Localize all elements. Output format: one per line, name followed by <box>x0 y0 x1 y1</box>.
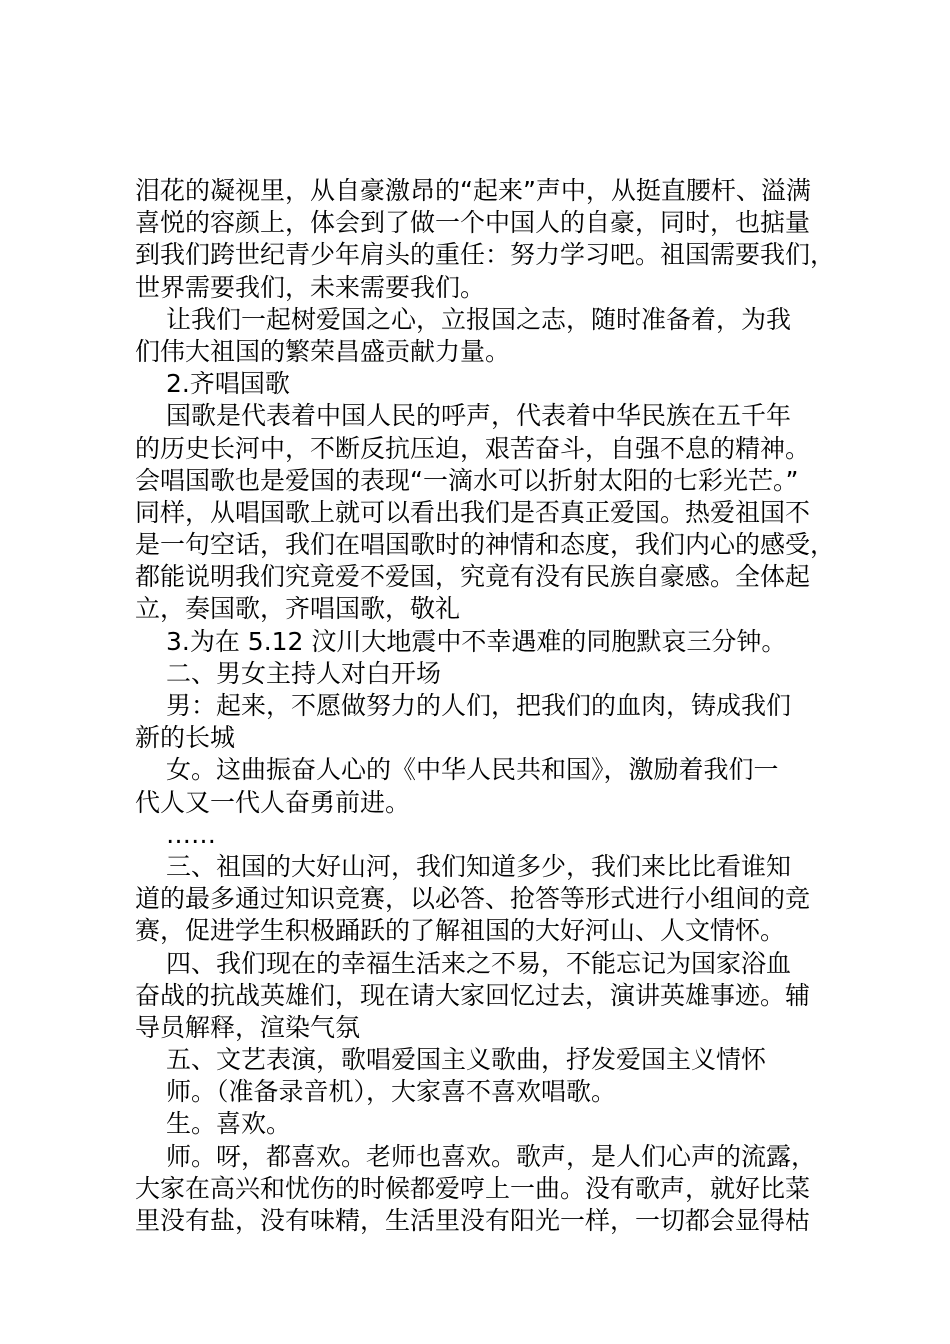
text-line: 们伟大祖国的繁荣昌盛贡献力量。 <box>135 336 511 366</box>
text-line: 道的最多通过知识竞赛，以必答、抢答等形式进行小组间的竞 <box>135 884 811 914</box>
text-line: 会唱国歌也是爱国的表现“一滴水可以折射太阳的七彩光芒。” <box>135 465 799 495</box>
text-line: 喜悦的容颜上，体会到了做一个中国人的自豪，同时，也掂量 <box>135 208 811 238</box>
text-line: 男：起来，不愿做努力的人们，把我们的血肉，铸成我们 <box>166 691 792 720</box>
text-line: 奋战的抗战英雄们，现在请大家回忆过去，演讲英雄事迹。辅 <box>135 980 811 1010</box>
text-line: 都能说明我们究竟爱不爱国，究竟有没有民族自豪感。全体起 <box>135 562 811 592</box>
text-line: 赛，促进学生积极踊跃的了解祖国的大好河山、人文情怀。 <box>135 916 786 946</box>
text-line: 五、文艺表演，歌唱爱国主义歌曲，抒发爱国主义情怀 <box>166 1045 767 1075</box>
text-line: 代人又一代人奋勇前进。 <box>135 787 411 817</box>
text-line: 师。（准备录音机），大家喜不喜欢唱歌。 <box>166 1077 617 1107</box>
text-line: 3.为在 5.12 汶川大地震中不幸遇难的同胞默哀三分钟。 <box>166 626 787 656</box>
text-line: 师。呀，都喜欢。老师也喜欢。歌声，是人们心声的流露， <box>166 1141 817 1171</box>
text-line: 女。这曲振奋人心的《中华人民共和国》，激励着我们一 <box>166 755 779 785</box>
text-line: 2.齐唱国歌 <box>166 369 290 399</box>
text-line: 的历史长河中，不断反抗压迫，艰苦奋斗，自强不息的精神。 <box>135 433 811 463</box>
text-line: 二、男女主持人对白开场 <box>166 658 442 688</box>
text-line: 三、祖国的大好山河，我们知道多少，我们来比比看谁知 <box>166 851 792 881</box>
text-line: 导员解释，渲染气氛 <box>135 1012 361 1042</box>
text-line: 世界需要我们，未来需要我们。 <box>135 272 486 302</box>
text-line: 国歌是代表着中国人民的呼声，代表着中华民族在五千年 <box>166 401 792 431</box>
text-line: 四、我们现在的幸福生活来之不易，不能忘记为国家浴血 <box>166 948 792 978</box>
text-line: 让我们一起树爱国之心，立报国之志，随时准备着，为我 <box>166 304 792 334</box>
text-line: 里没有盐，没有味精，生活里没有阳光一样，一切都会显得枯 <box>135 1206 811 1235</box>
text-line: 生。喜欢。 <box>166 1109 292 1139</box>
text-line: 立，奏国歌，齐唱国歌，敬礼 <box>135 594 461 624</box>
text-line: 大家在高兴和忧伤的时候都爱哼上一曲。没有歌声，就好比菜 <box>135 1173 811 1203</box>
text-line: 泪花的凝视里，从自豪激昂的“起来”声中，从挺直腰杆、溢满 <box>135 176 811 205</box>
text-line: 新的长城 <box>135 723 236 753</box>
text-line: 同样，从唱国歌上就可以看出我们是否真正爱国。热爱祖国不 <box>135 497 811 527</box>
document-body <box>135 175 835 1237</box>
text-line: …… <box>166 819 216 849</box>
text-line: 到我们跨世纪青少年肩头的重任：努力学习吧。祖国需要我们， <box>135 240 836 270</box>
text-line: 是一句空话，我们在唱国歌时的神情和态度，我们内心的感受， <box>135 530 836 560</box>
